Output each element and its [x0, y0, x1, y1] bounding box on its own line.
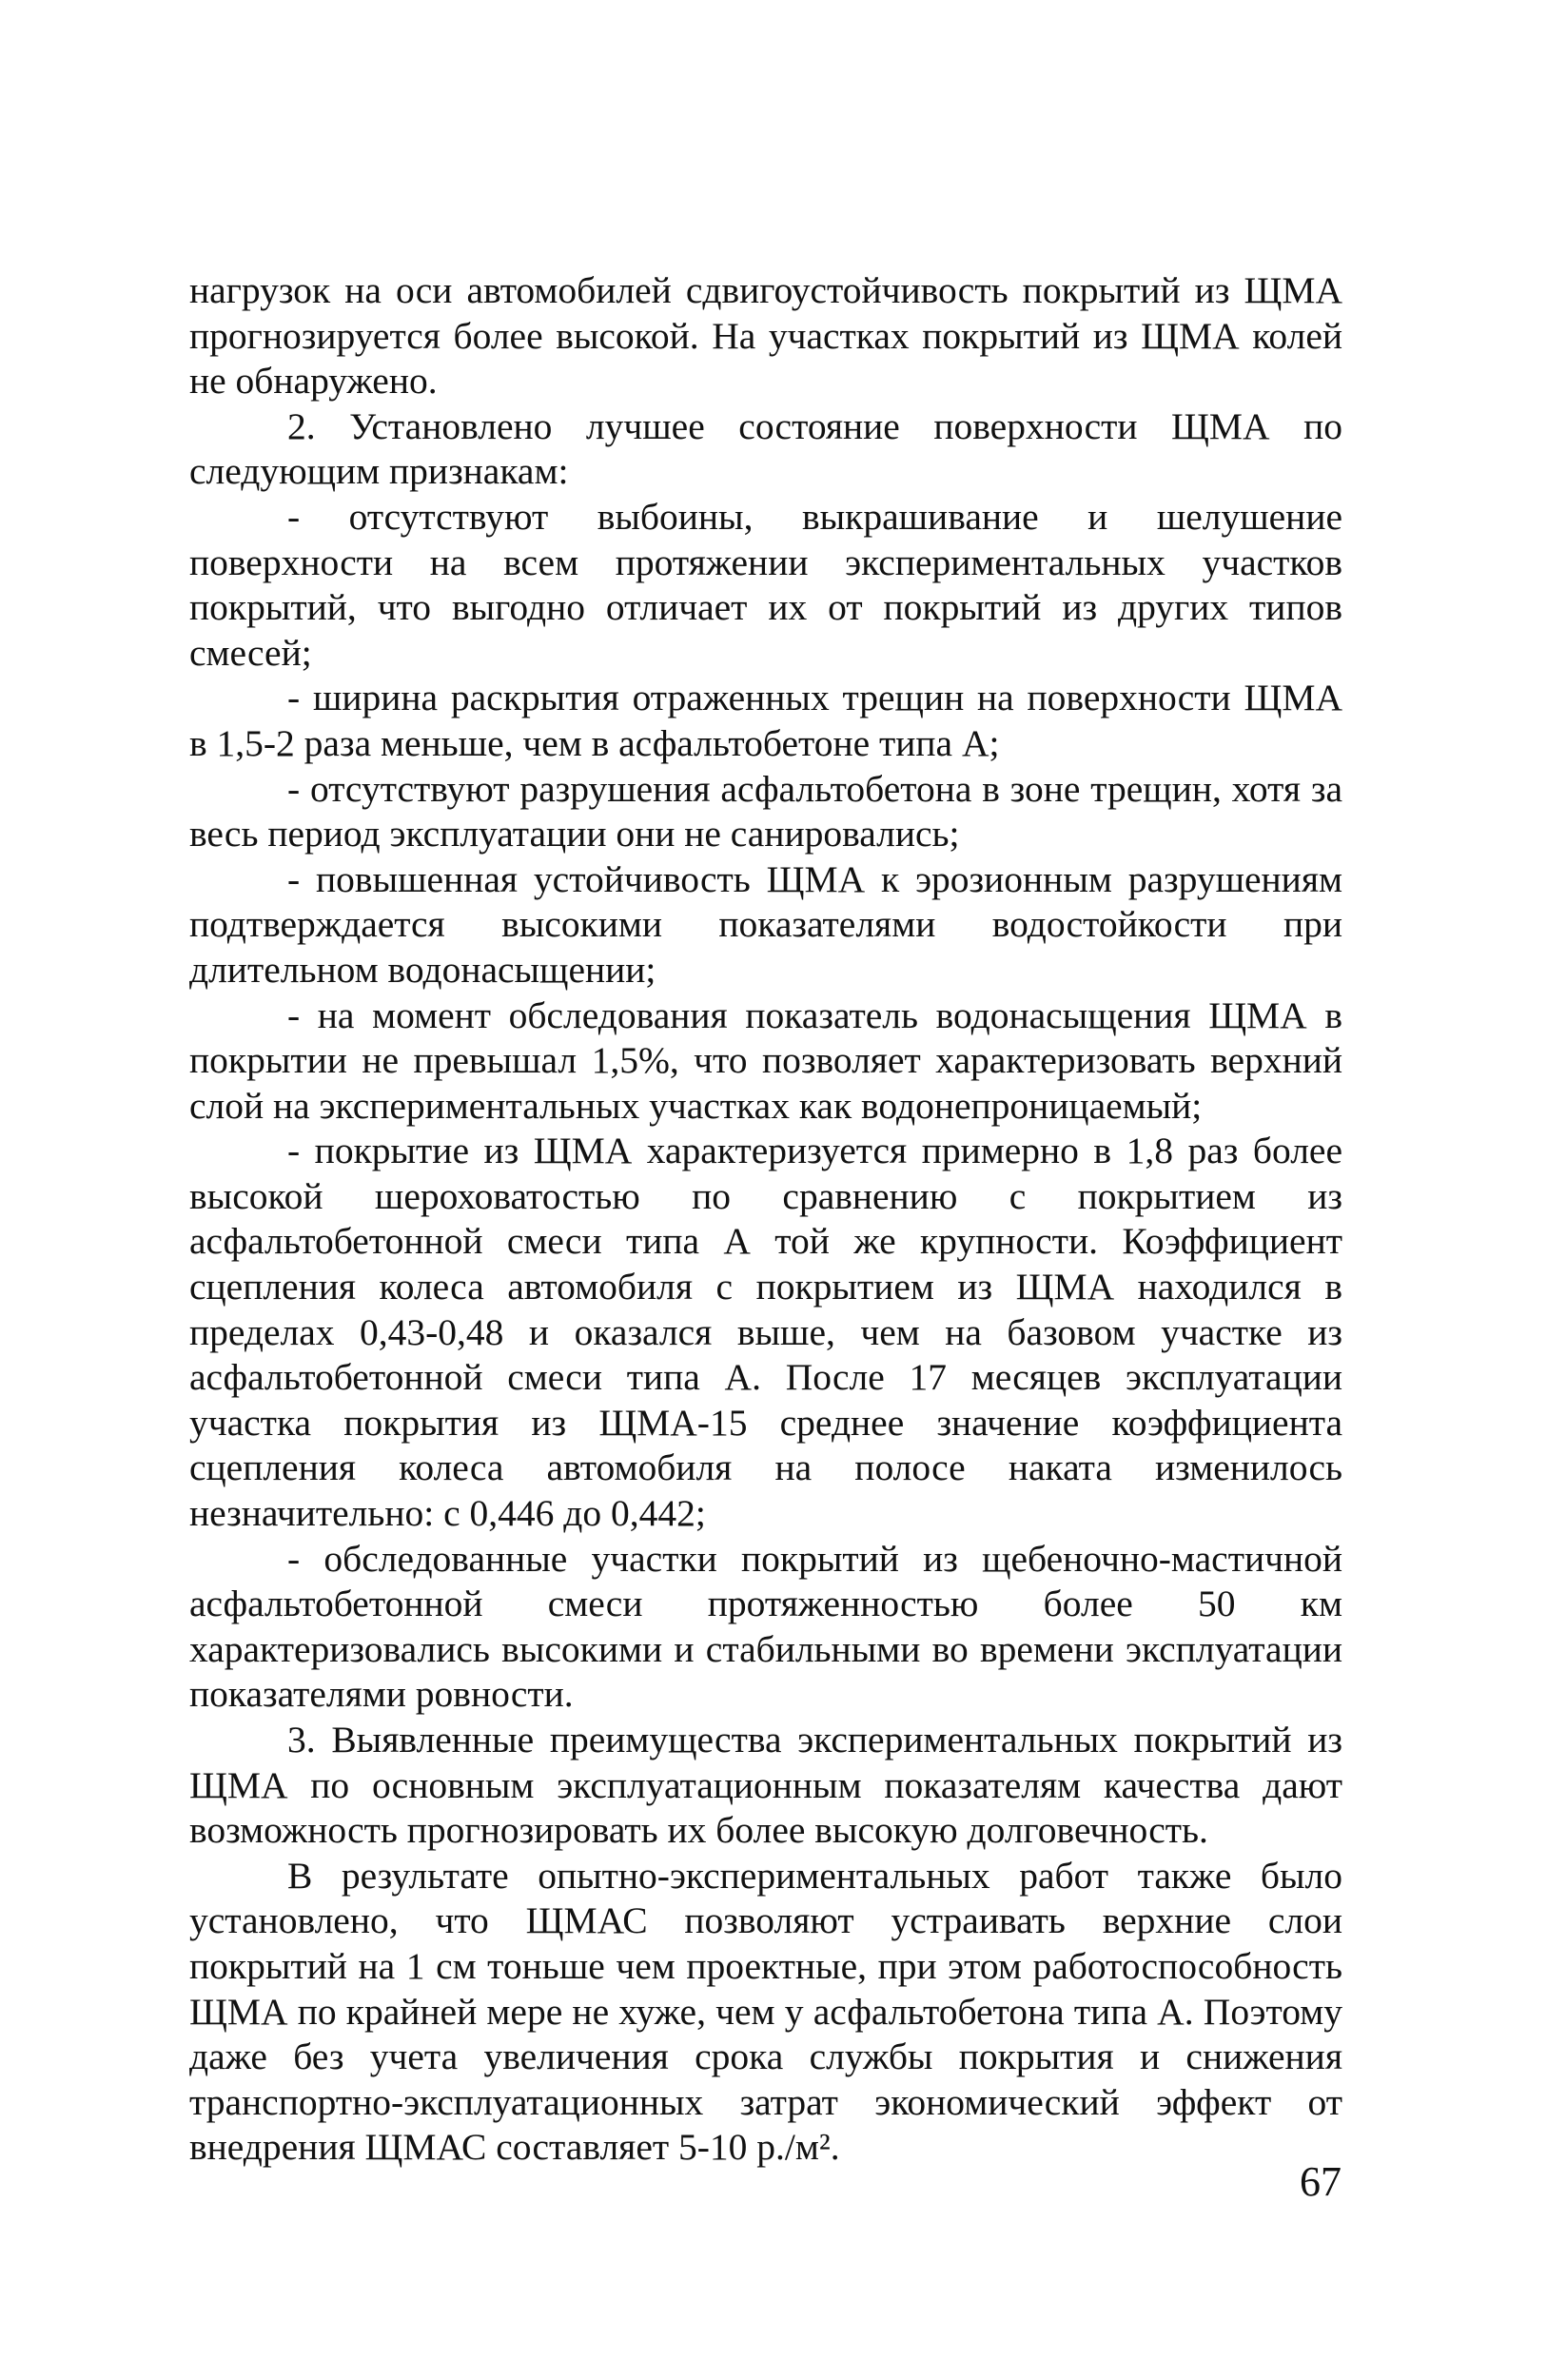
list-item-erosion-resistance: - повышенная устойчивость ЩМА к эрозионным разрушениям подтверждается высокими показателями водостойкости при длительном водонасыщении;	[189, 857, 1342, 991]
list-item-no-potholes: - отсутствуют выбоины, выкрашивание и шелушение поверхности на всем протяжении экспериментальных участков покрытий, что выгодно отличает их от покрытий из других типов смесей;	[189, 495, 1342, 674]
page-number: 67	[1300, 2158, 1342, 2205]
paragraph-point-3: 3. Выявленные преимущества экспериментальных покрытий из ЩМА по основным эксплуатационным показателям качества дают возможность прогнозировать их более высокую долговечность.	[189, 1719, 1342, 1852]
list-item-roughness: - покрытие из ЩМА характеризуется примерно в 1,8 раз более высокой шероховатостью по сравнению с покрытием из асфальтобетонной смеси типа А той же крупности. Коэффициент сцепления колеса автомобиля с покрытием из ЩМА находился в пределах 0,43-0,48 и оказался выше, чем на базовом участке из асфальтобетонной смеси типа А. После 17 месяцев эксплуатации участка покрытия из ЩМА-15 среднее значение коэффициента сцепления колеса автомобиля на полосе наката изменилось незначительно: с 0,446 до 0,442;	[189, 1130, 1342, 1535]
paragraph-continuation: нагрузок на оси автомобилей сдвигоустойчивость покрытий из ЩМА прогнозируется более высокой. На участках покрытий из ЩМА колей не обнаружено.	[189, 269, 1342, 403]
page-body	[189, 268, 1342, 2171]
list-item-no-destruction: - отсутствуют разрушения асфальтобетона в зоне трещин, хотя за весь период эксплуатации они не санировались;	[189, 767, 1342, 856]
paragraph-point-2: 2. Установлено лучшее состояние поверхности ЩМА по следующим признакам:	[189, 404, 1342, 493]
list-item-water-saturation: - на момент обследования показатель водонасыщения ЩМА в покрытии не превышал 1,5%, что позволяет характеризовать верхний слой на экспериментальных участках как водонепроницаемый;	[189, 993, 1342, 1127]
paragraph-conclusion: В результате опытно-экспериментальных работ также было установлено, что ЩМАС позволяют устраивать верхние слои покрытий на 1 см тоньше чем проектные, при этом работоспособность ЩМА по крайней мере не хуже, чем у асфальтобетона типа А. Поэтому даже без учета увеличения срока службы покрытия и снижения транспортно-эксплуатационных затрат экономический эффект от внедрения ЩМАС составляет 5-10 р./м².	[189, 1854, 1342, 2169]
list-item-evenness: - обследованные участки покрытий из щебеночно-мастичной асфальтобетонной смеси протяженностью более 50 км характеризовались высокими и стабильными во времени эксплуатации показателями ровности.	[189, 1537, 1342, 1716]
list-item-crack-width: - ширина раскрытия отраженных трещин на поверхности ЩМА в 1,5-2 раза меньше, чем в асфальтобетоне типа А;	[189, 677, 1342, 764]
